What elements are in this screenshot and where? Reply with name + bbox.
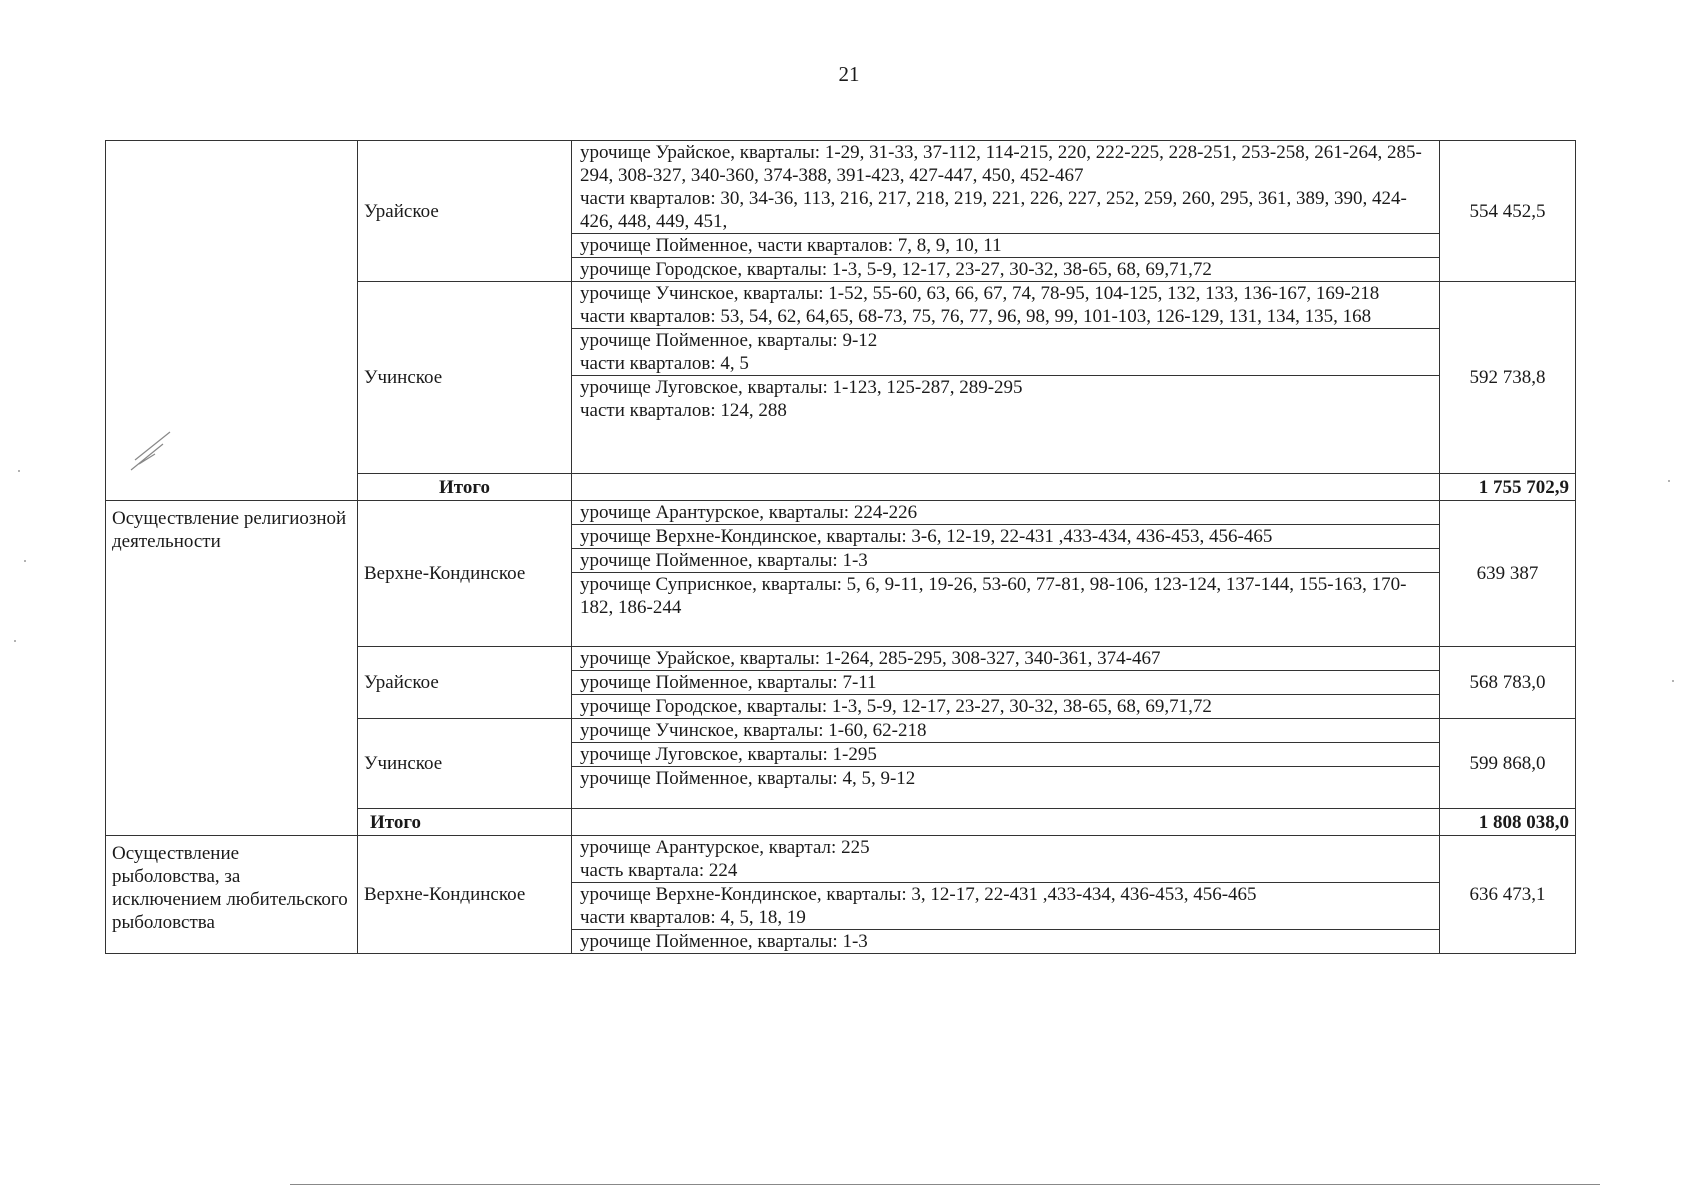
location-block bbox=[572, 525, 1439, 549]
location-line: части кварталов: 53, 54, 62, 64,65, 68-73, 75, 76, 77, 96, 98, 99, 101-103, 126-129, 131, 134, 135, 168 bbox=[580, 306, 1372, 327]
forestry-name: Верхне-Кондинское bbox=[358, 836, 572, 954]
location-block bbox=[572, 671, 1439, 695]
forestry-row bbox=[106, 501, 1576, 647]
area-value: 568 783,0 bbox=[1440, 647, 1576, 719]
activity-cell: Осуществление религиозной деятельности bbox=[106, 501, 358, 836]
pen-mark bbox=[125, 420, 185, 480]
location-block bbox=[572, 234, 1439, 258]
location-line: урочище Верхне-Кондинское, кварталы: 3-6, 12-19, 22-431 ,433-434, 436-453, 456-465 bbox=[580, 526, 1273, 547]
location-block bbox=[572, 930, 1439, 953]
area-value: 554 452,5 bbox=[1440, 141, 1576, 282]
total-label: Итого bbox=[358, 809, 572, 836]
location-block bbox=[572, 719, 1439, 743]
locations-list bbox=[572, 141, 1439, 281]
location-line: урочище Суприснкое, кварталы: 5, 6, 9-11, 19-26, 53-60, 77-81, 98-106, 123-124, 137-144, 155-163, 170-182, 186-244 bbox=[580, 574, 1407, 618]
forestry-name: Учинское bbox=[358, 719, 572, 809]
scan-speck bbox=[1672, 680, 1674, 682]
location-line: части кварталов: 30, 34-36, 113, 216, 217, 218, 219, 221, 226, 227, 252, 259, 260, 295, 361, 389, 390, 424-426, 448, 449, 451, bbox=[580, 188, 1407, 232]
forest-areas-table bbox=[105, 140, 1576, 954]
location-line: урочище Луговское, кварталы: 1-295 bbox=[580, 744, 877, 765]
locations-cell bbox=[572, 282, 1440, 474]
total-empty-cell bbox=[572, 809, 1440, 836]
location-line: части кварталов: 4, 5 bbox=[580, 353, 749, 374]
location-line: урочище Учинское, кварталы: 1-52, 55-60, 63, 66, 67, 74, 78-95, 104-125, 132, 133, 136-167, 169-218 bbox=[580, 283, 1380, 304]
scan-speck bbox=[18, 470, 20, 472]
forestry-name: Учинское bbox=[358, 282, 572, 474]
forestry-name: Верхне-Кондинское bbox=[358, 501, 572, 647]
locations-cell bbox=[572, 141, 1440, 282]
total-label: Итого bbox=[358, 474, 572, 501]
location-line: урочище Пойменное, кварталы: 9-12 bbox=[580, 330, 878, 351]
location-line: урочище Луговское, кварталы: 1-123, 125-287, 289-295 bbox=[580, 377, 1023, 398]
location-line: урочище Пойменное, кварталы: 7-11 bbox=[580, 672, 877, 693]
location-line: урочище Арантурское, квартал: 225 bbox=[580, 837, 870, 858]
location-block bbox=[572, 573, 1439, 619]
location-block bbox=[572, 141, 1439, 234]
area-value: 599 868,0 bbox=[1440, 719, 1576, 809]
location-line: урочище Пойменное, кварталы: 1-3 bbox=[580, 550, 868, 571]
location-block bbox=[572, 695, 1439, 718]
location-line: урочище Верхне-Кондинское, кварталы: 3, 12-17, 22-431 ,433-434, 436-453, 456-465 bbox=[580, 884, 1257, 905]
total-value: 1 808 038,0 bbox=[1440, 809, 1576, 836]
locations-cell bbox=[572, 719, 1440, 809]
location-line: части кварталов: 4, 5, 18, 19 bbox=[580, 907, 806, 928]
location-block bbox=[572, 743, 1439, 767]
location-line: урочище Городское, кварталы: 1-3, 5-9, 12-17, 23-27, 30-32, 38-65, 68, 69,71,72 bbox=[580, 696, 1212, 717]
location-block bbox=[572, 647, 1439, 671]
area-value: 592 738,8 bbox=[1440, 282, 1576, 474]
forestry-name: Урайское bbox=[358, 141, 572, 282]
page-number: 21 bbox=[838, 62, 860, 86]
activity-cell: Осуществление рыболовства, за исключением любительского рыболовства bbox=[106, 836, 358, 954]
location-line: урочище Учинское, кварталы: 1-60, 62-218 bbox=[580, 720, 927, 741]
location-line: урочище Пойменное, кварталы: 1-3 bbox=[580, 931, 868, 952]
bottom-rule bbox=[290, 1184, 1600, 1185]
location-block bbox=[572, 767, 1439, 790]
locations-list bbox=[572, 719, 1439, 790]
locations-cell bbox=[572, 647, 1440, 719]
location-block bbox=[572, 836, 1439, 883]
total-value: 1 755 702,9 bbox=[1440, 474, 1576, 501]
location-line: урочище Пойменное, кварталы: 4, 5, 9-12 bbox=[580, 768, 916, 789]
scan-speck bbox=[1668, 480, 1670, 482]
location-block bbox=[572, 329, 1439, 376]
locations-list bbox=[572, 501, 1439, 619]
scan-speck bbox=[14, 640, 16, 642]
total-empty-cell bbox=[572, 474, 1440, 501]
location-line: часть квартала: 224 bbox=[580, 860, 738, 881]
locations-cell bbox=[572, 501, 1440, 647]
locations-cell bbox=[572, 836, 1440, 954]
location-block bbox=[572, 376, 1439, 422]
location-block bbox=[572, 883, 1439, 930]
locations-list bbox=[572, 647, 1439, 718]
location-block bbox=[572, 258, 1439, 281]
area-value: 636 473,1 bbox=[1440, 836, 1576, 954]
forestry-name: Урайское bbox=[358, 647, 572, 719]
location-line: урочище Арантурское, кварталы: 224-226 bbox=[580, 502, 918, 523]
scan-speck bbox=[24, 560, 26, 562]
location-line: урочище Пойменное, части кварталов: 7, 8, 9, 10, 11 bbox=[580, 235, 1002, 256]
locations-list bbox=[572, 282, 1439, 422]
forestry-row bbox=[106, 141, 1576, 282]
area-value: 639 387 bbox=[1440, 501, 1576, 647]
location-block bbox=[572, 549, 1439, 573]
locations-list bbox=[572, 836, 1439, 953]
location-line: урочище Урайское, кварталы: 1-264, 285-295, 308-327, 340-361, 374-467 bbox=[580, 648, 1161, 669]
forestry-row bbox=[106, 836, 1576, 954]
location-block bbox=[572, 282, 1439, 329]
location-line: урочище Городское, кварталы: 1-3, 5-9, 12-17, 23-27, 30-32, 38-65, 68, 69,71,72 bbox=[580, 259, 1212, 280]
location-line: части кварталов: 124, 288 bbox=[580, 400, 787, 421]
location-line: урочище Урайское, кварталы: 1-29, 31-33, 37-112, 114-215, 220, 222-225, 228-251, 253-258, 261-264, 285-294, 308-327, 340-360, 374-388, 391-423, 427-447, 450, 452-467 bbox=[580, 142, 1422, 186]
location-block bbox=[572, 501, 1439, 525]
